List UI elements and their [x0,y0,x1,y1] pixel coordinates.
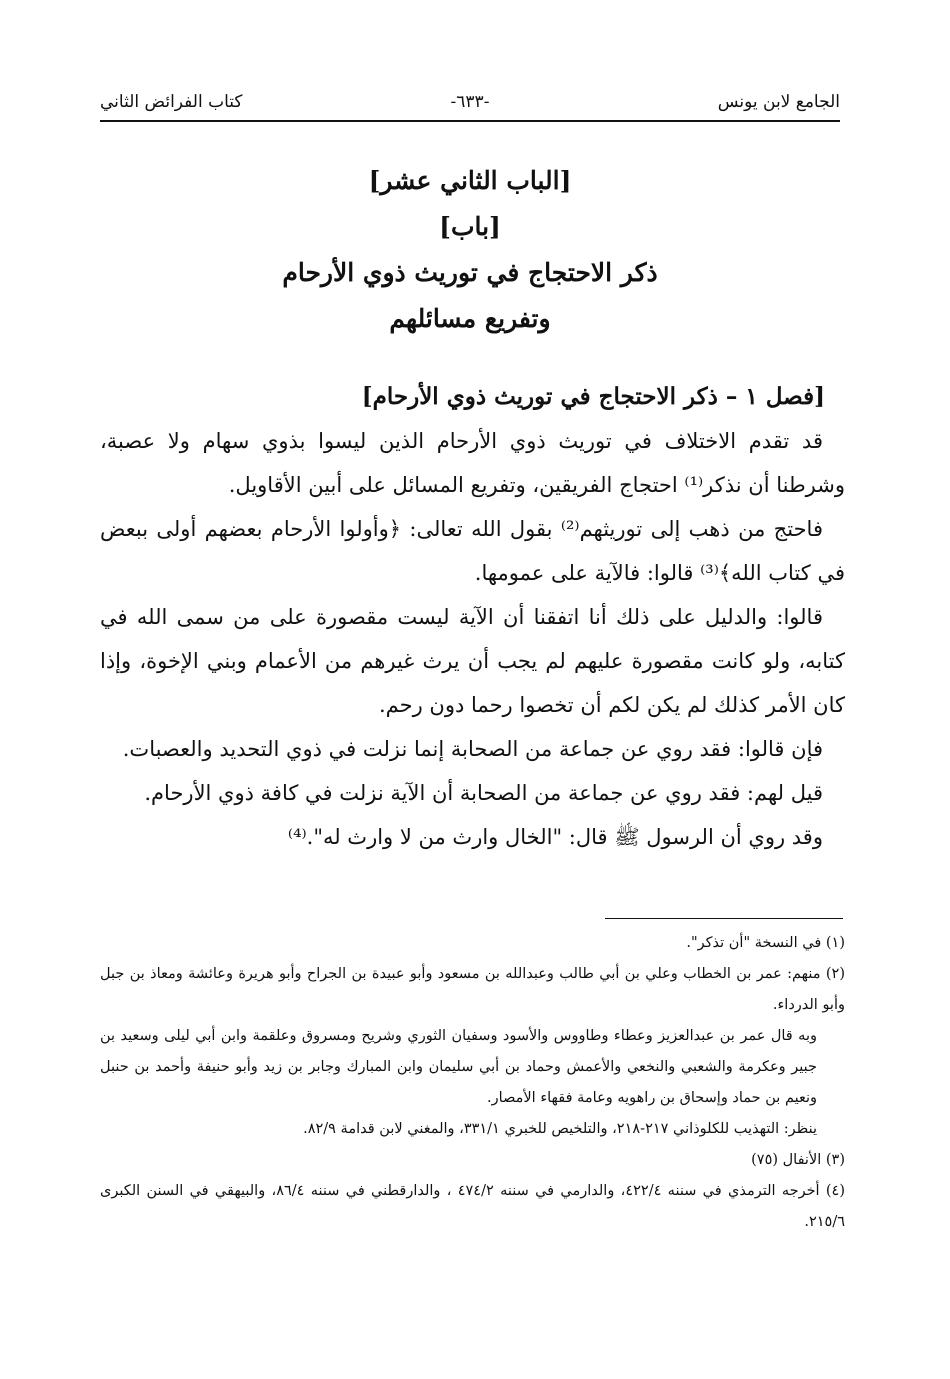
running-header [100,92,840,118]
paragraph: قالوا: والدليل على ذلك أنا اتفقنا أن الآية ليست مقصورة على من سمى الله في كتابه، ولو كانت مقصورة عليهم لم يجب أن يرث غيرهم من الأعمام وبني الإخوة، وإذا كان الأمر كذلك لم يكن لكم أن تخصوا رحما دون رحم. [100,605,845,717]
footnote-2-references: ينظر: التهذيب للكلوذاني ٢١٧-٢١٨، والتلخيص للخبري ٣٣١/١، والمغني لابن قدامة ٨٢/٩. [303,1121,817,1137]
section-heading: [فصل ١ – ذكر الاحتجاج في توريث ذوي الأرحام] [361,383,825,410]
page-number: -٦٣٣- [450,92,490,112]
bab-title: [باب] [439,212,501,241]
paragraph: قد تقدم الاختلاف في توريث ذوي الأرحام الذين ليسوا بذوي سهام ولا عصبة، وشرطنا أن نذكر⁽¹⁾ احتجاج الفريقين، وتفريع المسائل على أبين الأقاويل. [100,429,845,497]
chapter-main-title: ذكر الاحتجاج في توريث ذوي الأرحام [282,258,658,287]
chapter-titles [100,158,840,342]
chapter-subtitle: وتفريع مسائلهم [389,304,551,333]
paragraph: فإن قالوا: فقد روي عن جماعة من الصحابة إنما نزلت في ذوي التحديد والعصبات. [122,737,823,761]
footnotes [100,928,845,1238]
footnote-2-continuation: وبه قال عمر بن عبدالعزيز وعطاء وطاووس والأسود وسفيان الثوري وشريح ومسروق وعلقمة وابن أبي ليلى وسعيد بن جبير وعكرمة والشعبي والنخعي والأعمش وحماد بن أبي سليمان وابن المبارك وجابر بن زيد وأبو حنيفة وأحمد بن حنبل ونعيم بن حماد وإسحاق بن راهويه وعامة فقهاء الأمصار. [100,1028,817,1106]
chapter-title: كتاب الفرائض الثاني [100,92,243,112]
book-title: الجامع لابن يونس [717,92,840,112]
header-rule [100,120,840,122]
main-text [100,375,845,859]
footnote-3: (٣) الأنفال (٧٥) [751,1152,845,1168]
chapter-number-title: [الباب الثاني عشر] [368,166,572,195]
footnote-2: (٢) منهم: عمر بن الخطاب وعلي بن أبي طالب وعبدالله بن مسعود وأبو عبيدة بن الجراح وأبو هريرة وعائشة ومعاذ بن جبل وأبو الدرداء. [100,966,845,1013]
footnote-4: (٤) أخرجه الترمذي في سننه ٤٢٢/٤، والدارمي في سننه ٤٧٤/٢ ، والدارقطني في سننه ٨٦/٤، والبيهقي في السنن الكبرى ٢١٥/٦. [100,1183,845,1230]
paragraph: وقد روي أن الرسول ﷺ قال: "الخال وارث من لا وارث له".⁽⁴⁾ [287,825,823,849]
footnote-rule [605,918,843,919]
footnote-1: (١) في النسخة "أن تذكر". [686,935,845,951]
paragraph: قيل لهم: فقد روي عن جماعة من الصحابة أن الآية نزلت في كافة ذوي الأرحام. [144,781,823,805]
paragraph: فاحتج من ذهب إلى توريثهم⁽²⁾ بقول الله تعالى: ﴿وأولوا الأرحام بعضهم أولى ببعض في كتاب الله﴾⁽³⁾ قالوا: فالآية على عمومها. [100,517,845,585]
